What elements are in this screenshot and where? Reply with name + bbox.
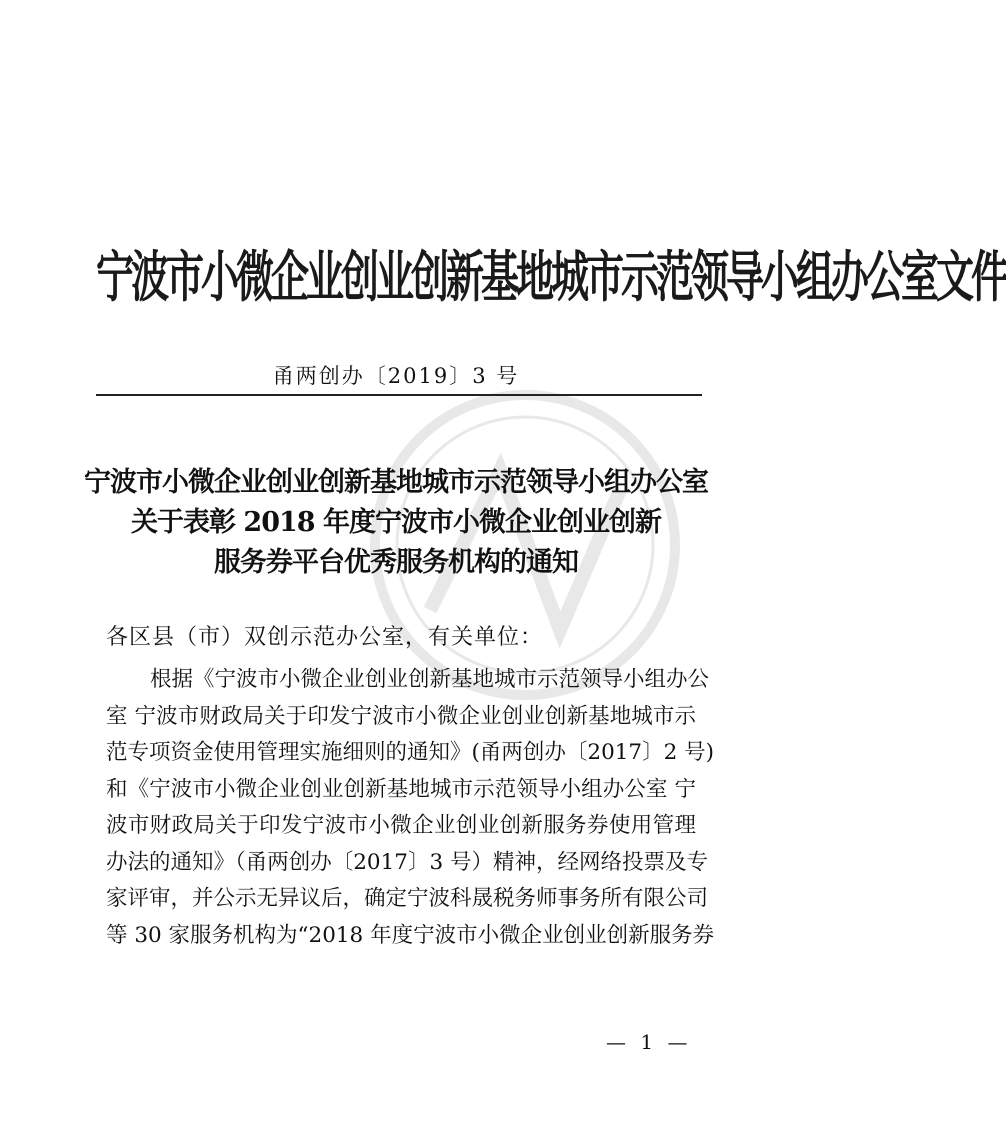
body-line: 范专项资金使用管理实施细则的通知》(甬两创办〔2017〕2 号) [106, 740, 715, 765]
recipients-line: 各区县（市）双创示范办公室，有关单位： [106, 625, 544, 650]
notice-title-line: 服务券平台优秀服务机构的通知 [214, 547, 578, 578]
notice-title-line: 宁波市小微企业创业创新基地城市示范领导小组办公室 [84, 467, 708, 498]
document-header-title: 宁波市小微企业创业创新基地城市示范领导小组办公室文件 [96, 243, 1006, 309]
notice-title-line: 关于表彰 2018 年度宁波市小微企业创业创新 [131, 507, 661, 538]
body-line: 和《宁波市小微企业创业创新基地城市示范领导小组办公室 宁 [106, 776, 696, 802]
notice-title [0, 463, 792, 583]
body-line: 等 30 家服务机构为“2018 年度宁波市小微企业创业创新服务券 [106, 922, 715, 948]
body-line: 室 宁波市财政局关于印发宁波市小微企业创业创新基地城市示 [106, 703, 696, 729]
body-line: 办法的通知》（甬两创办〔2017〕3 号）精神，经网络投票及专 [106, 849, 708, 875]
body-line: 家评审，并公示无异议后，确定宁波科晟税务师事务所有限公司 [106, 886, 709, 911]
header-divider [96, 394, 702, 396]
body-paragraph [106, 662, 715, 954]
page-number: — 1 — [606, 1030, 692, 1054]
document-number: 甬两创办〔2019〕3 号 [272, 364, 520, 388]
body-line: 波市财政局关于印发宁波市小微企业创业创新服务券使用管理 [106, 813, 696, 838]
body-line: 根据《宁波市小微企业创业创新基地城市示范领导小组办公 [150, 667, 710, 692]
